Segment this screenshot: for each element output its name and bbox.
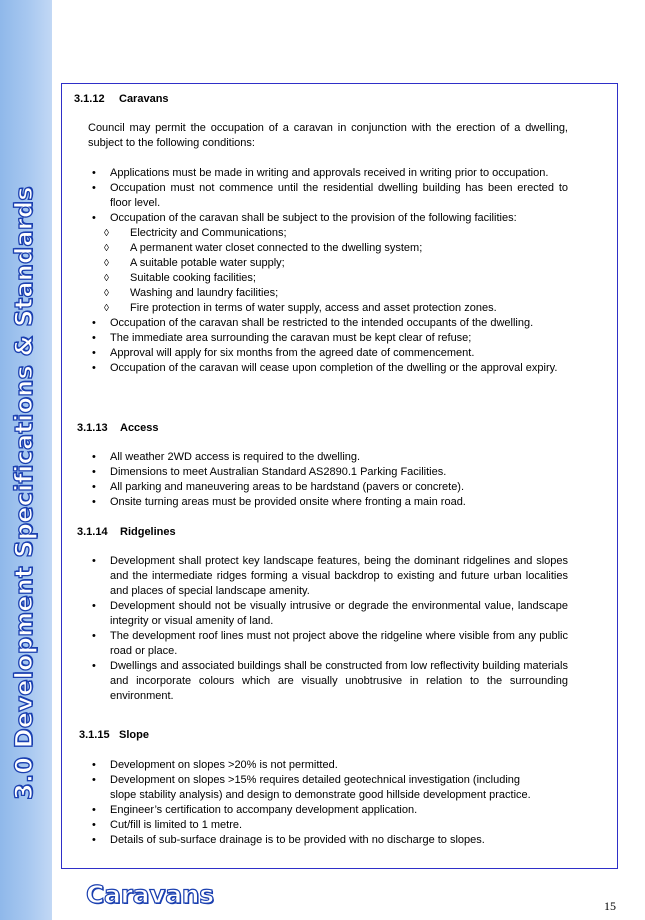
access-list xyxy=(80,450,568,510)
facility-item: ◊ Fire protection in terms of water supply, access and asset protection zones. xyxy=(109,301,568,316)
section-heading-access xyxy=(77,421,159,435)
list-item: • Development on slopes >20% is not permitted. xyxy=(80,758,568,773)
list-item: • Dwellings and associated buildings shall be constructed from low reflectivity building materials and incorporate colours which are visually unobtrusive in relation to the surrounding environment. xyxy=(80,659,568,704)
list-item xyxy=(80,211,568,316)
list-item: • All parking and maneuvering areas to be hardstand (pavers or concrete). xyxy=(80,480,568,495)
facility-item: ◊ Suitable cooking facilities; xyxy=(109,271,568,286)
caravans-conditions-list xyxy=(80,166,568,376)
caravans-intro: Council may permit the occupation of a caravan in conjunction with the erection of a dwelling, subject to the following conditions: xyxy=(88,122,568,149)
facilities-list xyxy=(110,226,568,316)
list-item: • Dimensions to meet Australian Standard AS2890.1 Parking Facilities. xyxy=(80,465,568,480)
section-number: 3.1.12 xyxy=(74,93,105,105)
list-item: • Development shall protect key landscape features, being the dominant ridgelines and slopes and the intermediate ridges forming a visual backdrop to existing and future urban localities and places of special landscape amenity. xyxy=(80,554,568,599)
section-heading-ridgelines xyxy=(77,525,176,539)
page-number: 15 xyxy=(604,899,616,913)
facility-item: ◊ Electricity and Communications; xyxy=(109,226,568,241)
ridgelines-list xyxy=(80,554,568,704)
footer-section-title: Caravans xyxy=(86,880,214,909)
list-item: • Occupation of the caravan shall be restricted to the intended occupants of the dwelling. xyxy=(80,316,568,331)
section-title: Access xyxy=(120,422,159,434)
section-title: Slope xyxy=(119,729,149,741)
list-item: • Cut/fill is limited to 1 metre. xyxy=(80,818,568,833)
list-item: • Development should not be visually intrusive or degrade the environmental value, landscape integrity or visual amenity of land. xyxy=(80,599,568,629)
section-number: 3.1.14 xyxy=(77,526,108,538)
list-item: • Approval will apply for six months from the agreed date of commencement. xyxy=(80,346,568,361)
list-item-text: Development on slopes >15% requires detailed geotechnical investigation (including xyxy=(110,774,521,786)
slope-list xyxy=(80,758,568,848)
facility-item: ◊ Washing and laundry facilities; xyxy=(109,286,568,301)
list-item: • Occupation of the caravan will cease upon completion of the dwelling or the approval expiry. xyxy=(80,361,568,376)
section-heading-slope xyxy=(79,728,149,742)
list-item: • Applications must be made in writing and approvals received in writing prior to occupation. xyxy=(80,166,568,181)
list-item: • Details of sub-surface drainage is to be provided with no discharge to slopes. xyxy=(80,833,568,848)
list-item: • Onsite turning areas must be provided onsite where fronting a main road. xyxy=(80,495,568,510)
list-item-text: Occupation of the caravan shall be subject to the provision of the following facilities: xyxy=(110,212,517,224)
section-heading-caravans xyxy=(74,92,169,106)
list-item: • All weather 2WD access is required to the dwelling. xyxy=(80,450,568,465)
section-title: Ridgelines xyxy=(120,526,176,538)
list-item: • The development roof lines must not project above the ridgeline where visible from any public road or place. xyxy=(80,629,568,659)
section-number: 3.1.13 xyxy=(77,422,108,434)
facility-item: ◊ A permanent water closet connected to the dwelling system; xyxy=(109,241,568,256)
list-item: • Occupation must not commence until the residential dwelling building has been erected to floor level. xyxy=(80,181,568,211)
list-item: • The immediate area surrounding the caravan must be kept clear of refuse; xyxy=(80,331,568,346)
facility-item: ◊ A suitable potable water supply; xyxy=(109,256,568,271)
list-item: • Engineer’s certification to accompany development application. xyxy=(80,803,568,818)
list-item xyxy=(80,773,568,803)
sidebar-chapter-title: 3.0 Development Specifications & Standards xyxy=(10,186,38,800)
list-item-text-continued: slope stability analysis) and design to demonstrate good hillside development practice. xyxy=(110,789,531,801)
section-number: 3.1.15 xyxy=(79,729,110,741)
section-title: Caravans xyxy=(119,93,169,105)
